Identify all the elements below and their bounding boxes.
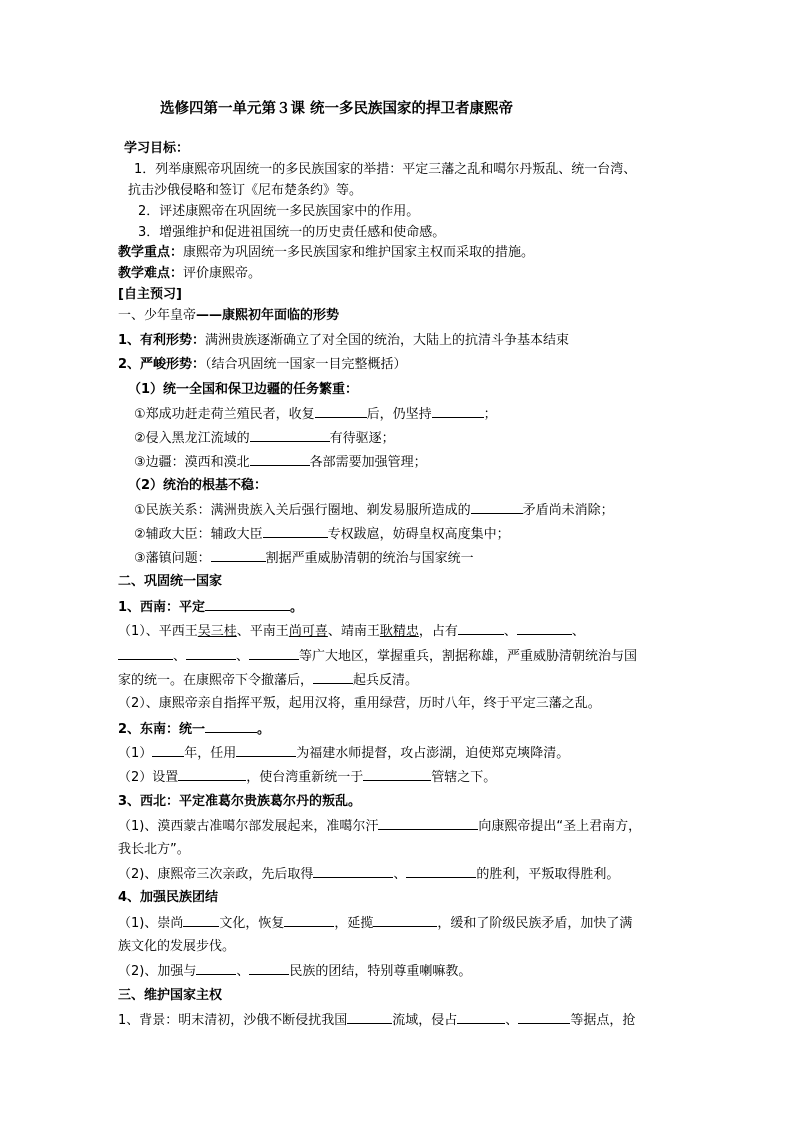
southeast-heading: 2、东南：统一 。 — [118, 722, 271, 737]
blank[interactable] — [250, 429, 330, 442]
blank[interactable] — [183, 914, 219, 927]
objective-2: 2．评述康熙帝在巩固统一多民族国家中的作用。 — [138, 204, 420, 219]
blank[interactable] — [236, 744, 296, 757]
blank[interactable] — [378, 817, 478, 830]
ethnic-unity-p1-cont: 族文化的发展步伐。 — [118, 939, 236, 954]
southwest-heading: 1、西南：平定 。 — [118, 600, 304, 615]
section-2-heading: 二、巩固统一国家 — [118, 574, 223, 589]
subsection-1-heading: （1）统一全国和保卫边疆的任务繁重： — [128, 382, 359, 397]
southwest-p1-cont: 、 、 等广大地区，掌握重兵，割据称雄，严重威胁清朝统治与国 — [118, 647, 688, 666]
blank[interactable] — [152, 744, 184, 757]
blank[interactable] — [313, 865, 393, 878]
page-title: 选修四第一单元第３课 统一多民族国家的捍卫者康熙帝 — [160, 101, 514, 117]
blank[interactable] — [517, 622, 572, 635]
blank[interactable] — [186, 647, 236, 660]
section-1-heading: 一、少年皇帝——康熙初年面临的形势 — [118, 308, 340, 323]
blank[interactable] — [249, 962, 289, 975]
item-b2: ②辅政大臣：辅政大臣 专权跋扈，妨碍皇权高度集中； — [134, 527, 510, 542]
item-a3: ③边疆：漠西和漠北 各部需要加强管理； — [134, 455, 427, 470]
subsection-2-heading: （2）统治的根基不稳： — [128, 478, 268, 493]
northwest-p1-cont: 我长北方”。 — [118, 842, 190, 857]
item-a1: ①郑成功赶走荷兰殖民者，收复 后，仍坚持 ； — [134, 407, 497, 422]
objective-1: 1．列举康熙帝巩固统一的多民族国家的举措：平定三藩之乱和噶尔丹叛乱、统一台湾、 — [134, 162, 637, 177]
blank[interactable] — [518, 1011, 570, 1024]
blank[interactable] — [457, 1011, 505, 1024]
blank[interactable] — [284, 914, 334, 927]
blank[interactable] — [250, 453, 310, 466]
southwest-p1-cont2: 家的统一。在康熙帝下令撤藩后， 起兵反清。 — [118, 673, 419, 688]
favorable-situation: 1、有利形势：满洲贵族逐渐确立了对全国的统治，大陆上的抗清斗争基本结束 — [118, 333, 570, 348]
item-b3: ③藩镇问题： 割据严重威胁清朝的统治与国家统一 — [134, 551, 474, 566]
objective-1-cont: 抗击沙俄侵略和签订《尼布楚条约》等。 — [128, 183, 363, 198]
section-3-heading: 三、维护国家主权 — [118, 988, 223, 1003]
blank[interactable] — [178, 768, 246, 781]
severe-situation: 2、严峻形势：（结合巩固统一国家一目完整概括） — [118, 357, 407, 372]
southeast-p2: （2）设置 ，使台湾重新统一于 管辖之下。 — [118, 770, 497, 785]
blank[interactable] — [249, 647, 299, 660]
northwest-p2: （2)、康熙帝三次亲政，先后取得 、 的胜利，平叛取得胜利。 — [118, 867, 620, 882]
northwest-p1: （1)、漠西蒙古准噶尔部发展起来，准噶尔汗 向康熙帝提出“圣上君南方， — [118, 819, 642, 834]
blank[interactable] — [363, 768, 431, 781]
northwest-heading: 3、西北：平定准葛尔贵族葛尔丹的叛乱。 — [118, 794, 362, 809]
blank[interactable] — [118, 647, 173, 660]
southeast-p1: （1） 年，任用 为福建水师提督，攻占澎湖，迫使郑克塽降清。 — [118, 746, 570, 761]
blank[interactable] — [347, 1011, 392, 1024]
blank[interactable] — [406, 865, 476, 878]
item-a2: ②侵入黑龙江流域的 有待驱逐； — [134, 431, 395, 446]
sovereignty-background: 1、背景：明末清初，沙俄不断侵扰我国 流域，侵占 、 等据点，抢 — [118, 1013, 636, 1028]
objective-3: 3．增强维护和促进祖国统一的历史责任感和使命感。 — [138, 225, 446, 240]
blank[interactable] — [471, 501, 523, 514]
blank[interactable] — [458, 622, 504, 635]
ethnic-unity-heading: 4、加强民族团结 — [118, 890, 219, 905]
objectives-heading: 学习目标： — [124, 141, 190, 156]
item-b1: ①民族关系：满洲贵族入关后强行圈地、剃发易服所造成的 矛盾尚未消除； — [134, 503, 614, 518]
blank[interactable] — [373, 914, 437, 927]
southwest-p2: （2）、康熙帝亲自指挥平叛，起用汉将，重用绿营，历时八年，终于平定三藩之乱。 — [118, 696, 601, 711]
blank[interactable] — [315, 405, 367, 418]
blank[interactable] — [211, 549, 266, 562]
blank[interactable] — [196, 962, 236, 975]
teaching-difficulty: 教学难点：评价康熙帝。 — [118, 266, 262, 281]
preview-heading: [自主预习] — [118, 287, 182, 302]
blank[interactable] — [313, 671, 353, 684]
teaching-focus: 教学重点：康熙帝为巩固统一多民族国家和维护国家主权而采取的措施。 — [118, 245, 535, 260]
blank[interactable] — [205, 720, 257, 733]
blank[interactable] — [432, 405, 484, 418]
ethnic-unity-p2: （2)、加强与 、 民族的团结，特别尊重喇嘛教。 — [118, 964, 472, 979]
blank[interactable] — [263, 525, 328, 538]
ethnic-unity-p1: （1)、崇尚 文化，恢复 ，延揽 ，缓和了阶级民族矛盾，加快了满 — [118, 916, 633, 931]
blank[interactable] — [205, 598, 290, 611]
southwest-p1: （1）、平西王吴三桂、平南王尚可喜、靖南王耿精忠，占有 、 、 — [118, 624, 585, 639]
